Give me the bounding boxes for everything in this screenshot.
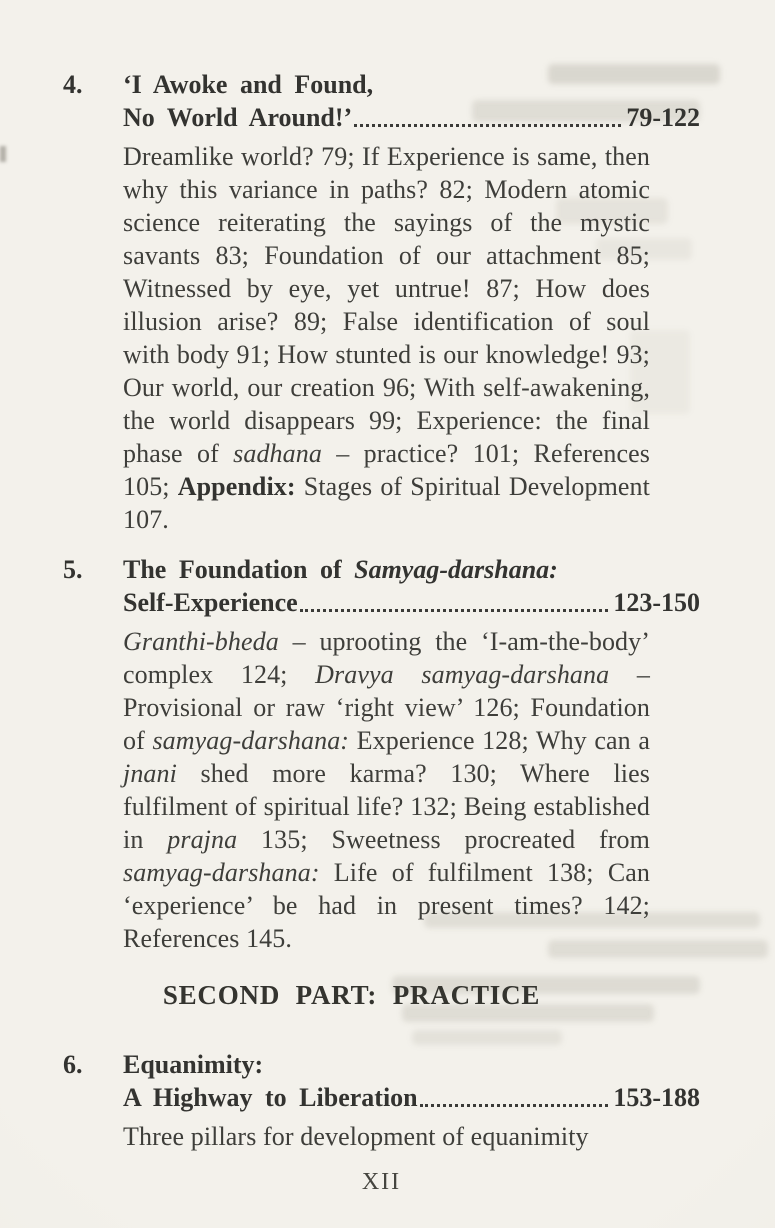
- dot-leader: [352, 101, 626, 134]
- entry-title-line-2: [123, 586, 700, 619]
- dot-leader: [298, 586, 614, 619]
- entry-body: [123, 553, 700, 955]
- entry-number: 5.: [63, 555, 83, 584]
- entry-description: Granthi-bheda – uprooting the ‘I-am-the-body’ complex 124; Dravya samyag-darshana – Provisional or raw ‘right view’ 126; Foundation of samyag-darshana: Experience 128; Why can a jnani shed more karma? 130; Where lies fulfilment of spiritual life? 132; Being established in prajna 135; Sweetness procreated from samyag-darshana: Life of fulfilment 138; Can ‘experience’ be had in present times? 142; References 145.: [123, 627, 650, 953]
- toc-entry-4: [63, 68, 700, 536]
- page-range: 153-188: [613, 1083, 700, 1112]
- entry-body: [123, 68, 700, 536]
- entry-title-line-1: [123, 68, 700, 101]
- entry-title-text: Self-Experience: [123, 588, 298, 617]
- entry-description: Dreamlike world? 79; If Experience is same, then why this variance in paths? 82; Modern atomic science reiterating the sayings of the mystic savants 83; Foundation of our attachment 85; Witnessed by eye, yet untrue! 87; How does illusion arise? 89; False identification of soul with body 91; How stunted is our knowledge! 93; Our world, our creation 96; With self-awakening, the world disappears 99; Experience: the final phase of sadhana – practice? 101; References 105; Appendix: Stages of Spiritual Development 107.: [123, 142, 650, 534]
- toc-entry-5: [63, 553, 700, 955]
- entry-description: Three pillars for development of equanimity: [123, 1122, 589, 1151]
- toc-entry-6: [63, 1048, 700, 1153]
- entry-body: [123, 1048, 700, 1153]
- entry-number: 4.: [63, 70, 83, 99]
- entry-title-line-2: [123, 101, 700, 134]
- entry-title-text: No World Around!’: [123, 103, 353, 132]
- entry-title-text: A Highway to Liberation: [123, 1083, 418, 1112]
- part-heading: SECOND PART: PRACTICE: [162, 980, 541, 1010]
- page-range: 123-150: [613, 588, 700, 617]
- entry-title-text: ‘I Awoke and Found,: [123, 70, 374, 99]
- page-number: XII: [361, 1169, 402, 1195]
- entry-title-line-1: [123, 1048, 700, 1081]
- entry-title-line-2: [123, 1081, 700, 1114]
- page-range: 79-122: [626, 103, 700, 132]
- entry-title-text: Equanimity:: [123, 1050, 264, 1079]
- dot-leader: [418, 1081, 614, 1114]
- entry-title-text: The Foundation of Samyag-darshana:: [123, 555, 558, 584]
- entry-number: 6.: [63, 1050, 83, 1079]
- entry-title-line-1: [123, 553, 700, 586]
